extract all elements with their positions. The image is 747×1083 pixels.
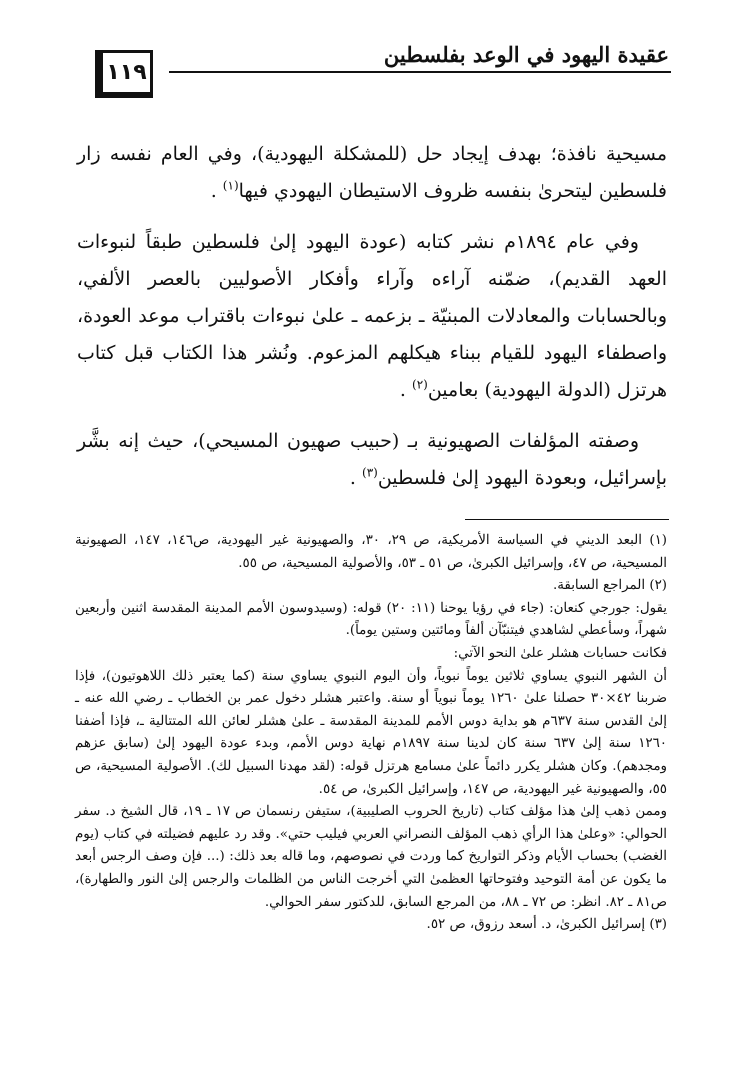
period: . — [399, 379, 406, 401]
paragraph-text: مسيحية نافذة؛ بهدف إيجاد حل (للمشكلة اليهودية)، وفي العام نفسه زار فلسطين ليتحرىٰ بنفسه ظروف الاستيطان اليهودي فيها — [77, 143, 667, 202]
footnote: (٢) المراجع السابقة. — [553, 578, 667, 594]
running-header-title: عقيدة اليهود في الوعد بفلسطين — [383, 42, 669, 67]
footnote: أن الشهر النبوي يساوي ثلاثين يوماً نبوياً، وأن اليوم النبوي يساوي سنة (كما يعتبر ذلك اللاهوتيون)، فإذا ضربنا ٤٢×٣٠ حصلنا علىٰ ١٢٦٠ يوماً نبوياً أو سنة. واعتبر هشلر دخول عمر بن الخطاب ـ رضي الله عنه ـ إلىٰ القدس سنة ٦٣٧م هو بداية دوس الأمم للمدينة المقدسة ـ علىٰ هشلر لعائن الله المتتالية ـ، فإذا أضفنا ١٢٦٠ سنة إلىٰ ٦٣٧ سنة كان لدينا سنة ١٨٩٧م نهاية دوس الأمم، وبدء عودة اليهود إلىٰ (سابق عزهم ومجدهم). وكان هشلر يكرر دائماً علىٰ مسامع هرتزل قوله: (لقد مهدنا السبيل لك). الأصولية المسيحية، ص ٥٥، والصهيونية غير اليهودية، ص ١٤٧، وإسرائيل الكبرىٰ، ص ٥٤. — [75, 668, 667, 797]
paragraph-text: وفي عام ١٨٩٤م نشر كتابه (عودة اليهود إلىٰ فلسطين طبقاً لنبوءات العهد القديم)، ضمّنه آراءه وآراء وأفكار الأصوليين بالعصر الألفي، وبالحسابات والمعادلات المبنيّة ـ بزعمه ـ علىٰ نبوءات باقتراب موعد العودة، واصطفاء اليهود للقيام ببناء هيكلهم المزعوم. ونُشر هذا الكتاب قبل كتاب هرتزل (الدولة اليهودية) بعامين — [77, 231, 667, 401]
footnote: (١) البعد الديني في السياسة الأمريكية، ص ٢٩، ٣٠، والصهيونية غير اليهودية، ص١٤٦، ١٤٧، الصهيونية المسيحية، ص ٤٧، وإسرائيل الكبرىٰ، ص ٥١ ـ ٥٣، والأصولية المسيحية، ص ٥٥. — [75, 533, 667, 571]
footnotes — [75, 530, 667, 937]
period: . — [210, 180, 217, 202]
paragraph-text: وصفته المؤلفات الصهيونية بـ (حبيب صهيون المسيحي)، حيث إنه بشَّر بإسرائيل، وبعودة اليهود إلىٰ فلسطين — [77, 430, 667, 489]
footnote: وممن ذهب إلىٰ هذا مؤلف كتاب (تاريخ الحروب الصليبية)، ستيفن رنسمان ص ١٧ ـ ١٩، قال الشيخ د. سفر الحوالي: «وعلىٰ هذا الرأي ذهب المؤلف النصراني العربي فيليب حتي». وقد رد عليهم فضيلته في كتاب (يوم الغضب) بحساب الأيام وذكر التواريخ كما وردت في نصوصهم، وما قاله بعد ذلك: (... فإن وصف الرجس أبعد ما يكون عن أمة التوحيد وفتوحاتها العظمىٰ التي أخرجت الناس من الظلمات والرجس إلىٰ النور والطهارة)، ص٨١ ـ ٨٢. انظر: ص ٧٢ ـ ٨٨، من المرجع السابق، للدكتور سفر الحوالي. — [75, 804, 667, 910]
header-rule — [169, 71, 671, 73]
footnote-separator — [465, 519, 669, 520]
paragraph — [77, 423, 667, 497]
page-number: ١١٩ — [95, 50, 153, 98]
footnote-ref: (٣) — [362, 465, 378, 480]
paragraph — [77, 224, 667, 409]
footnote-ref: (٢) — [412, 377, 428, 392]
footnote: يقول: جورجي كنعان: (جاء في رؤيا يوحنا (١١: ٢٠) قوله: (وسيدوسون الأمم المدينة المقدسة اثنين وأربعين شهراً، وسأعطي لشاهدي فيتنبّآن ألفاً ومائتين وستين يوماً). — [75, 600, 667, 639]
footnote-ref: (١) — [222, 178, 239, 193]
period: . — [349, 467, 356, 489]
paragraph — [77, 136, 667, 210]
footnote: فكانت حسابات هشلر علىٰ النحو الآتي: — [453, 645, 667, 661]
main-text — [77, 136, 667, 511]
footnote: (٣) إسرائيل الكبرىٰ، د. أسعد رزوق، ص ٥٢. — [426, 917, 667, 933]
